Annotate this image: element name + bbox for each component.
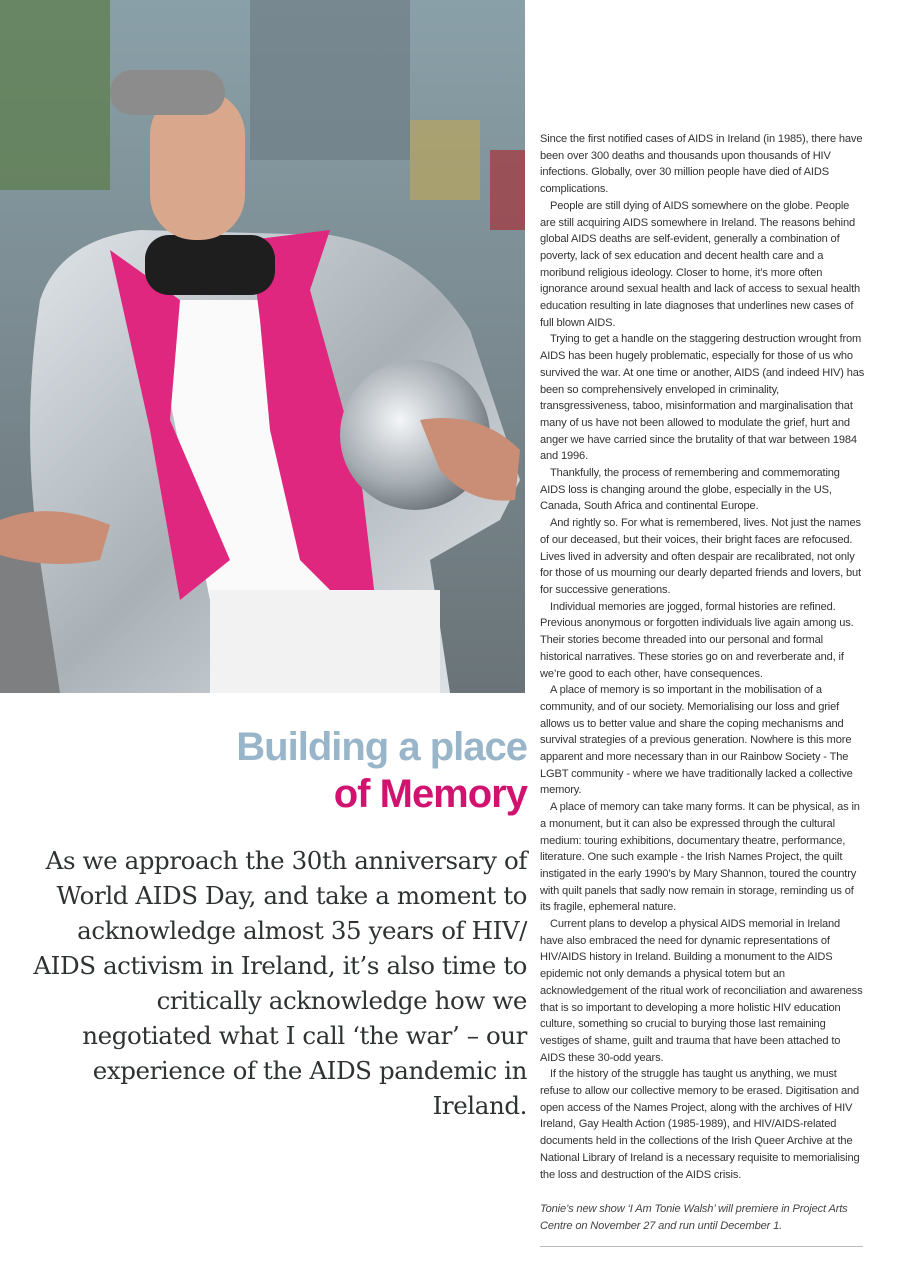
- body-paragraph: A place of memory is so important in the mobilisation of a community, and of our society. Memorialising our loss and grief allows us to better value and share the coping mechanisms and survival strategies of a previous generation. Nowhere is this more apparent and more necessary than in our Rainbow Society - The LGBT community - where we have traditionally lacked a collective memory.: [540, 684, 853, 797]
- body-paragraph: Current plans to develop a physical AIDS memorial in Ireland have also embraced the need for dynamic representations of HIV/AIDS history in Ireland. Building a monument to the AIDS epidemic not only demands a physical totem but an acknowledgement of the ritual work of reconciliation and awareness that is so important to developing a more holistic HIV education culture, something so crucial to burying those last remaining vestiges of shame, guilt and trauma that have been attached to AIDS these 30-odd years.: [540, 918, 863, 1064]
- body-paragraph: Since the first notified cases of AIDS in Ireland (in 1985), there have been over 300 deaths and thousands upon thousands of HIV infections. Globally, over 30 million people have died of AIDS complications.: [540, 133, 863, 196]
- body-paragraph: People are still dying of AIDS somewhere on the globe. People are still acquiring AIDS somewhere in Ireland. The reasons behind global AIDS deaths are self-evident, generally a combination of poverty, lack of sex education and decent health care and a moribund religious ideology. Closer to home, it’s more often ignorance around sexual health and lack of access to sexual health education resulting in late diagnoses that underlines new cases of full blown AIDS.: [540, 199, 861, 329]
- body-paragraph: Thankfully, the process of remembering and commemorating AIDS loss is changing around the globe, especially in the US, Canada, South Africa and continental Europe.: [540, 467, 840, 513]
- body-paragraph: Trying to get a handle on the staggering destruction wrought from AIDS has been hugely problematic, especially for those of us who survived the war. At one time or another, AIDS (and indeed HIV) has been so comprehensively enveloped in criminality, transgressiveness, taboo, misinformation and marginalisation that many of us have not been allowed to modulate the grief, hurt and anger we have carried since the brutality of that war between 1984 and 1996.: [540, 333, 865, 463]
- body-paragraph: If the history of the struggle has taught us anything, we must refuse to allow our collective memory to be erased. Digitisation and open access of the Names Project, along with the archives of HIV Ireland, Gay Health Action (1985-1989), and HIV/AIDS-related documents held in the collections of the Irish Queer Archive at the National Library of Ireland is a necessary requisite to memorialising the loss and destruction of the AIDS crisis.: [540, 1068, 860, 1181]
- body-paragraph: A place of memory can take many forms. It can be physical, as in a monument, but it can also be expressed through the cultural medium: touring exhibitions, documentary theatre, performance, literature. One such example - the Irish Names Project, the quilt instigated in the early 1990’s by Mary Shannon, toured the country with quilt panels that sadly now remain in storage, reminding us of its fragile, ephemeral nature.: [540, 801, 860, 914]
- portrait-photo: [0, 0, 525, 693]
- body-paragraph: And rightly so. For what is remembered, lives. Not just the names of our deceased, but their voices, their bright faces are refocused. Lives lived in adversity and often despair are recalibrated, not only for those of us mourning our dearly departed friends and lovers, but for successive generations.: [540, 517, 861, 596]
- article-body: [540, 131, 866, 1235]
- article-title-line-1: Building a place: [236, 725, 527, 769]
- article-title-line-2: of Memory: [333, 772, 527, 816]
- body-paragraph: Individual memories are jogged, formal histories are refined. Previous anonymous or forgotten individuals live again among us. Their stories become threaded into our personal and formal historical narratives. These stories go on and reverberate and, if we’re good to each other, have consequences.: [540, 600, 854, 680]
- bottom-divider: [540, 1246, 863, 1247]
- article-standfirst: As we approach the 30th anniversary of World AIDS Day, and take a moment to acknowledge almost 35 years of HIV/ AIDS activism in Ireland, it’s also time to critically acknowledge how we negotiated what I call ‘the war’ – our experience of the AIDS pandemic in Ireland.: [33, 846, 527, 1120]
- author-credit-note: Tonie’s new show ‘I Am Tonie Walsh’ will premiere in Project Arts Centre on November 27 and run until December 1.: [540, 1203, 848, 1232]
- article-title: [150, 724, 527, 818]
